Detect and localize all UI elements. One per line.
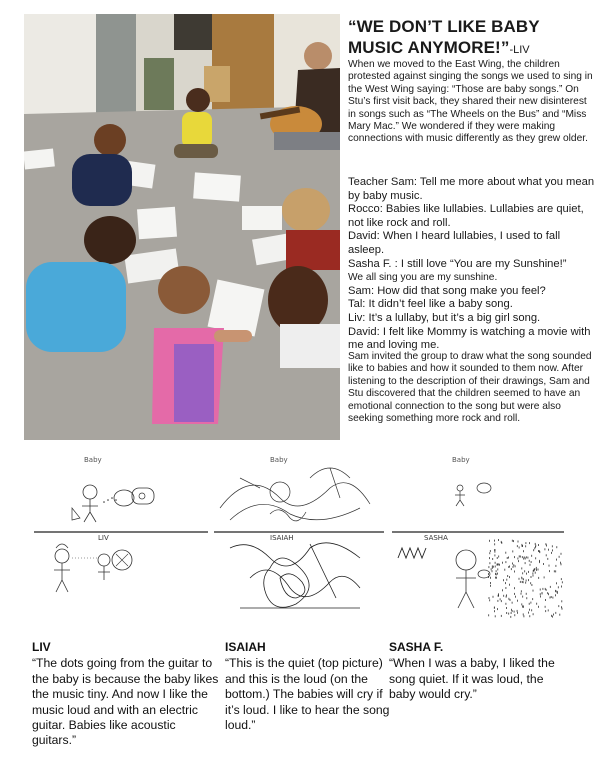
caption-sasha (389, 640, 564, 703)
speckle-mark (520, 581, 521, 583)
speckle-mark (529, 560, 530, 562)
speckle-mark (539, 561, 540, 563)
speckle-mark (561, 553, 562, 555)
speckle-mark (509, 584, 510, 586)
speckle-mark (535, 546, 536, 548)
speckle-mark (561, 578, 562, 580)
speckle-mark (492, 565, 493, 567)
speckle-mark (497, 568, 498, 570)
speckle-mark (528, 557, 529, 559)
drawing-bottom-label: SASHA (424, 534, 448, 542)
speckle-mark (497, 564, 498, 566)
speckle-mark (555, 594, 556, 596)
speckle-mark (531, 561, 532, 563)
speckle-mark (512, 540, 513, 542)
speckle-mark (506, 607, 507, 609)
speckle-mark (494, 543, 495, 545)
speckle-mark (507, 575, 508, 577)
speckle-mark (535, 572, 536, 574)
dialogue-line: Tal: It didn’t feel like a baby song. (348, 298, 513, 311)
speckle-mark (490, 550, 491, 552)
speckle-mark (555, 570, 556, 572)
speckle-mark (549, 570, 550, 572)
speckle-mark (538, 606, 539, 608)
speckle-mark (522, 545, 523, 547)
speckle-mark (513, 564, 514, 566)
drawing-bottom-label: LIV (98, 534, 109, 542)
speckle-mark (553, 614, 554, 616)
speckle-mark (507, 557, 508, 559)
speckle-mark (535, 543, 536, 545)
speckle-mark (506, 587, 507, 589)
speckle-mark (548, 593, 549, 595)
caption-quote: “This is the quiet (top picture) and this is the loud (on the bottom.) The babies will cry if it’s loud. I like to hear the song loud.” (225, 656, 390, 733)
dialogue-line: Sasha F. : I still love “You are my Sunshine!” (348, 257, 567, 270)
speckle-mark (501, 541, 502, 543)
speckle-mark (501, 600, 502, 602)
dialogue-line: Rocco: Babies like lullabies. Lullabies are quiet, not like rock and roll. (348, 203, 584, 229)
speckle-mark (545, 548, 546, 550)
speckle-mark (533, 590, 534, 592)
speckle-mark (489, 597, 490, 599)
drawing-isaiah (210, 448, 388, 630)
speckle-mark (499, 564, 500, 566)
speckle-mark (555, 612, 556, 614)
speckle-mark (556, 582, 557, 584)
speckle-mark (490, 582, 491, 584)
speckle-mark (545, 588, 546, 590)
speckle-mark (522, 572, 523, 574)
speckle-mark (488, 573, 489, 575)
speckle-mark (514, 587, 515, 589)
speckle-mark (498, 556, 499, 558)
speckle-mark (517, 545, 518, 547)
speckle-mark (509, 598, 510, 600)
speckle-mark (540, 593, 541, 595)
speckle-mark (497, 608, 498, 610)
speckle-mark (530, 564, 531, 566)
speckle-mark (514, 614, 515, 616)
speckle-mark (512, 610, 513, 612)
speckle-mark (544, 576, 545, 578)
speckle-mark (526, 556, 527, 558)
speckle-mark (550, 586, 551, 588)
speckle-mark (522, 596, 523, 598)
speckle-mark (523, 606, 524, 608)
speckle-mark (548, 609, 549, 611)
speckle-mark (515, 596, 516, 598)
drawing-liv (32, 448, 210, 630)
speckle-mark (519, 578, 520, 580)
speckle-mark (547, 592, 548, 594)
speckle-mark (512, 563, 513, 565)
speckle-mark (531, 555, 532, 557)
speckle-mark (490, 585, 491, 587)
speckle-mark (536, 567, 537, 569)
speckle-mark (519, 547, 520, 549)
sasha-dots (488, 539, 563, 618)
caption-quote: “The dots going from the guitar to the baby is because the baby likes the music tiny. And now I like the music loud and with an electric guitar. Babies like acoustic guitars.” (32, 656, 219, 748)
speckle-mark (523, 558, 524, 560)
speckle-mark (515, 565, 516, 567)
speckle-mark (552, 549, 553, 551)
speckle-mark (555, 590, 556, 592)
speckle-mark (524, 615, 525, 617)
dialogue-line: Sam: How did that song make you feel? (348, 284, 546, 297)
drawing-top-label: Baby (452, 456, 470, 464)
title-attribution: -LIV (509, 44, 530, 56)
speckle-mark (546, 545, 547, 547)
dialogue-line: We all sing you are my sunshine. (348, 272, 498, 284)
dialogue-line: David: When I heard lullabies, I used to fall asleep. (348, 230, 561, 256)
speckle-mark (526, 573, 527, 575)
speckle-mark (509, 566, 510, 568)
caption-name: SASHA F. (389, 640, 444, 654)
speckle-mark (498, 600, 499, 602)
drawing-sasha-sketch (388, 448, 568, 630)
speckle-mark (509, 576, 510, 578)
speckle-mark (495, 615, 496, 617)
speckle-mark (490, 562, 491, 564)
speckle-mark (496, 577, 497, 579)
speckle-mark (526, 593, 527, 595)
speckle-mark (525, 562, 526, 564)
speckle-mark (494, 540, 495, 542)
speckle-mark (489, 566, 490, 568)
speckle-mark (517, 600, 518, 602)
speckle-mark (559, 556, 560, 558)
outro-paragraph: Sam invited the group to draw what the song sounded like to babies and how it sounded to them now. After listening to the description of their drawings, Sam and Stu discovered that the children seemed to have an emotional connection to the song but were also seeking something more rock and roll. (348, 351, 592, 425)
speckle-mark (533, 570, 534, 572)
speckle-mark (489, 552, 490, 554)
dialogue-line: Liv: It’s a lullaby, but it’s a big girl song. (348, 311, 541, 324)
drawing-top-label: Baby (84, 456, 102, 464)
caption-name: ISAIAH (225, 640, 266, 654)
speckle-mark (506, 561, 507, 563)
drawing-bottom-label: ISAIAH (270, 534, 294, 542)
speckle-mark (526, 580, 527, 582)
speckle-mark (548, 549, 549, 551)
dialogue (348, 176, 598, 353)
speckle-mark (494, 607, 495, 609)
speckle-mark (498, 563, 499, 565)
caption-liv (32, 640, 222, 749)
drawing-sasha (388, 448, 568, 630)
speckle-mark (489, 557, 490, 559)
drawing-isaiah-sketch (210, 448, 388, 630)
speckle-mark (488, 614, 489, 616)
speckle-mark (518, 558, 519, 560)
speckle-mark (493, 566, 494, 568)
speckle-mark (523, 550, 524, 552)
speckle-mark (534, 568, 535, 570)
speckle-mark (488, 576, 489, 578)
speckle-mark (492, 570, 493, 572)
speckle-mark (513, 566, 514, 568)
speckle-mark (506, 579, 507, 581)
speckle-mark (553, 597, 554, 599)
speckle-mark (523, 581, 524, 583)
speckle-mark (552, 616, 553, 618)
speckle-mark (558, 605, 559, 607)
speckle-mark (557, 592, 558, 594)
speckle-mark (491, 568, 492, 570)
speckle-mark (512, 550, 513, 552)
speckle-mark (523, 613, 524, 615)
speckle-mark (518, 541, 519, 543)
speckle-mark (498, 539, 499, 541)
speckle-mark (533, 572, 534, 574)
speckle-mark (497, 557, 498, 559)
speckle-mark (547, 558, 548, 560)
speckle-mark (513, 540, 514, 542)
speckle-mark (540, 596, 541, 598)
speckle-mark (495, 562, 496, 564)
speckle-mark (521, 590, 522, 592)
speckle-mark (500, 598, 501, 600)
dialogue-line: David: I felt like Mommy is watching a movie with me and loving me. (348, 325, 591, 352)
speckle-mark (518, 560, 519, 562)
speckle-mark (559, 614, 560, 616)
speckle-mark (519, 555, 520, 557)
speckle-mark (511, 568, 512, 570)
classroom-photo (24, 14, 340, 440)
speckle-mark (530, 582, 531, 584)
speckle-mark (506, 594, 507, 596)
speckle-mark (497, 573, 498, 575)
speckle-mark (505, 552, 506, 554)
speckle-mark (522, 605, 523, 607)
speckle-mark (529, 615, 530, 617)
speckle-mark (542, 592, 543, 594)
speckle-mark (525, 558, 526, 560)
speckle-mark (514, 611, 515, 613)
drawing-top-label: Baby (270, 456, 288, 464)
speckle-mark (522, 581, 523, 583)
caption-quote: “When I was a baby, I liked the song quiet. If it was loud, the baby would cry.” (389, 656, 555, 702)
speckle-mark (490, 577, 491, 579)
speckle-mark (496, 570, 497, 572)
speckle-mark (540, 589, 541, 591)
speckle-mark (549, 565, 550, 567)
speckle-mark (526, 597, 527, 599)
speckle-mark (534, 547, 535, 549)
speckle-mark (489, 599, 490, 601)
speckle-mark (495, 554, 496, 556)
speckle-mark (521, 577, 522, 579)
page-title (348, 16, 588, 61)
speckle-mark (531, 602, 532, 604)
speckle-mark (528, 579, 529, 581)
intro-paragraph: When we moved to the East Wing, the children protested against singing the songs we used to sing in the West Wing saying: “Those are baby songs.” On Stu’s first visit back, they shared their new disinterest in songs such as “The Wheels on the Bus” and “Miss Mary Mac.” We wondered if they were making connections with music differently as they grew older. (348, 59, 593, 145)
speckle-mark (494, 610, 495, 612)
speckle-mark (494, 549, 495, 551)
speckle-mark (521, 603, 522, 605)
speckle-mark (520, 556, 521, 558)
speckle-mark (550, 597, 551, 599)
speckle-mark (556, 546, 557, 548)
speckle-mark (539, 551, 540, 553)
speckle-mark (503, 579, 504, 581)
speckle-mark (523, 578, 524, 580)
speckle-mark (514, 571, 515, 573)
speckle-mark (551, 552, 552, 554)
speckle-mark (508, 557, 509, 559)
speckle-mark (536, 569, 537, 571)
speckle-mark (551, 615, 552, 617)
speckle-mark (533, 549, 534, 551)
speckle-mark (510, 616, 511, 618)
speckle-mark (504, 569, 505, 571)
speckle-mark (521, 567, 522, 569)
speckle-mark (545, 599, 546, 601)
speckle-mark (512, 602, 513, 604)
speckle-mark (532, 584, 533, 586)
speckle-mark (561, 600, 562, 602)
speckle-mark (554, 570, 555, 572)
speckle-mark (495, 566, 496, 568)
speckle-mark (536, 603, 537, 605)
speckle-mark (517, 610, 518, 612)
speckle-mark (502, 562, 503, 564)
dialogue-line: Teacher Sam: Tell me more about what you mean by baby music. (348, 176, 595, 202)
speckle-mark (531, 609, 532, 611)
speckle-mark (562, 608, 563, 610)
speckle-mark (492, 558, 493, 560)
classroom-photo-illustration (24, 14, 340, 440)
speckle-mark (546, 543, 547, 545)
speckle-mark (552, 545, 553, 547)
speckle-mark (525, 582, 526, 584)
speckle-mark (522, 556, 523, 558)
speckle-mark (561, 586, 562, 588)
speckle-mark (501, 615, 502, 617)
speckle-mark (502, 589, 503, 591)
speckle-mark (514, 556, 515, 558)
speckle-mark (525, 545, 526, 547)
speckle-mark (560, 562, 561, 564)
speckle-mark (538, 577, 539, 579)
speckle-mark (562, 581, 563, 583)
speckle-mark (538, 569, 539, 571)
speckle-mark (546, 589, 547, 591)
speckle-mark (495, 573, 496, 575)
speckle-mark (534, 569, 535, 571)
speckle-mark (538, 544, 539, 546)
speckle-mark (533, 613, 534, 615)
speckle-mark (526, 542, 527, 544)
speckle-mark (533, 575, 534, 577)
caption-name: LIV (32, 640, 51, 654)
speckle-mark (498, 593, 499, 595)
caption-isaiah (225, 640, 390, 733)
speckle-mark (517, 612, 518, 614)
speckle-mark (528, 612, 529, 614)
speckle-mark (556, 565, 557, 567)
title-main: “WE DON’T LIKE BABY MUSIC ANYMORE!” (348, 17, 540, 57)
speckle-mark (521, 593, 522, 595)
speckle-mark (508, 613, 509, 615)
speckle-mark (545, 610, 546, 612)
speckle-mark (545, 606, 546, 608)
speckle-mark (489, 540, 490, 542)
speckle-mark (514, 593, 515, 595)
speckle-mark (524, 570, 525, 572)
speckle-mark (506, 612, 507, 614)
speckle-mark (528, 571, 529, 573)
speckle-mark (529, 542, 530, 544)
speckle-mark (543, 563, 544, 565)
speckle-mark (522, 545, 523, 547)
speckle-mark (495, 577, 496, 579)
speckle-mark (506, 603, 507, 605)
speckle-mark (546, 554, 547, 556)
speckle-mark (510, 599, 511, 601)
speckle-mark (551, 596, 552, 598)
speckle-mark (493, 596, 494, 598)
speckle-mark (531, 576, 532, 578)
drawing-liv-sketch (32, 448, 210, 630)
speckle-mark (529, 609, 530, 611)
speckle-mark (529, 603, 530, 605)
speckle-mark (532, 598, 533, 600)
speckle-mark (505, 582, 506, 584)
speckle-mark (538, 550, 539, 552)
speckle-mark (535, 557, 536, 559)
speckle-mark (556, 559, 557, 561)
speckle-mark (503, 595, 504, 597)
speckle-mark (511, 612, 512, 614)
speckle-mark (558, 586, 559, 588)
speckle-mark (543, 588, 544, 590)
speckle-mark (496, 573, 497, 575)
